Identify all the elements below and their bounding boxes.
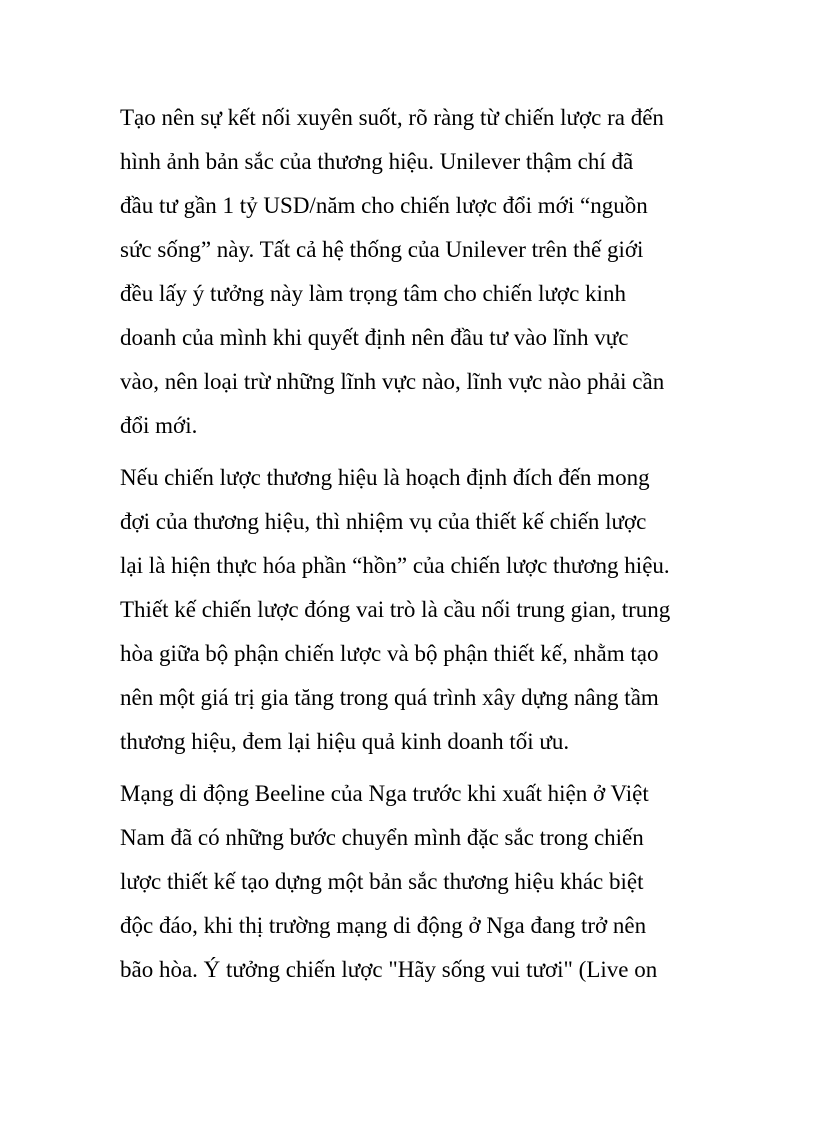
text-line: Nam đã có những bước chuyển mình đặc sắc trong chiến — [120, 825, 644, 850]
text-line: lược thiết kế tạo dựng một bản sắc thương hiệu khác biệt — [120, 869, 644, 894]
text-line: đầu tư gần 1 tỷ USD/năm cho chiến lược đổi mới “nguồn — [120, 193, 648, 218]
text-line: đổi mới. — [120, 413, 198, 438]
text-line: Tạo nên sự kết nối xuyên suốt, rõ ràng từ chiến lược ra đến — [120, 105, 664, 130]
text-line: đợi của thương hiệu, thì nhiệm vụ của thiết kế chiến lược — [120, 509, 647, 534]
paragraph-1 — [120, 96, 720, 448]
text-line: nên một giá trị gia tăng trong quá trình xây dựng nâng tầm — [120, 685, 659, 710]
text-line: độc đáo, khi thị trường mạng di động ở Nga đang trở nên — [120, 913, 647, 938]
body-text — [120, 96, 720, 1000]
text-line: vào, nên loại trừ những lĩnh vực nào, lĩnh vực nào phải cần — [120, 369, 665, 394]
paragraph-2 — [120, 456, 720, 764]
text-line: sức sống” này. Tất cả hệ thống của Unilever trên thế giới — [120, 237, 644, 262]
text-line: lại là hiện thực hóa phần “hồn” của chiến lược thương hiệu. — [120, 553, 670, 578]
text-line: hình ảnh bản sắc của thương hiệu. Unilever thậm chí đã — [120, 149, 634, 174]
text-line: Mạng di động Beeline của Nga trước khi xuất hiện ở Việt — [120, 781, 649, 806]
text-line: Thiết kế chiến lược đóng vai trò là cầu nối trung gian, trung — [120, 597, 671, 622]
text-line: đều lấy ý tưởng này làm trọng tâm cho chiến lược kinh — [120, 281, 626, 306]
text-line: Nếu chiến lược thương hiệu là hoạch định đích đến mong — [120, 465, 650, 490]
text-line: bão hòa. Ý tưởng chiến lược "Hãy sống vui tươi" (Live on — [120, 957, 658, 982]
text-line: thương hiệu, đem lại hiệu quả kinh doanh tối ưu. — [120, 729, 570, 754]
text-line: doanh của mình khi quyết định nên đầu tư vào lĩnh vực — [120, 325, 629, 350]
text-line: hòa giữa bộ phận chiến lược và bộ phận thiết kế, nhằm tạo — [120, 641, 659, 666]
paragraph-3 — [120, 772, 720, 992]
